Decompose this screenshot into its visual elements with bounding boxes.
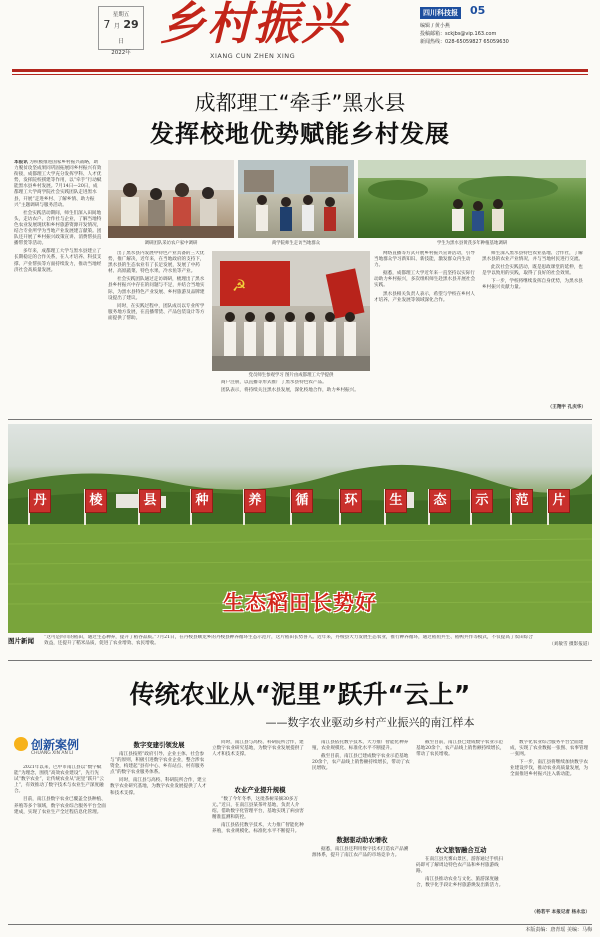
story2-col5 <box>416 740 506 930</box>
story1-col5-p2: 此次社会实践活动，既是思政课堂的延伸，也是学以致用的实践，取得了良好的社会效果。 <box>482 265 583 277</box>
editor-line: 编辑 / 黄小燕 <box>420 23 450 29</box>
story1-signature: （王翔宇 孔庆华） <box>547 405 586 410</box>
flag-char-2: 棱 <box>85 489 107 513</box>
sec1-p1: 南江县按照“政府引导、企业主体、社会参与”的原则，积极引进数字农业企业，整合涉农资金，构建起“县有中心、乡有站点、村有服务点”的数字农业服务体系。 <box>110 752 205 776</box>
section-divider-2 <box>8 660 592 661</box>
story2-col2 <box>110 740 208 930</box>
story1-col3-p1: 商户注册，以直播等形式推广了黑水县特色农产品。 <box>221 380 327 385</box>
photo-news-overlay: 生态稻田长势好 <box>223 591 377 615</box>
photo-walk <box>238 160 354 238</box>
footer-editor: 本版责编：唐青瑶 <box>525 927 566 933</box>
email-line: 投稿邮箱：sckjbs@vip.163.com <box>420 31 497 37</box>
photo-caption-4 <box>212 372 370 378</box>
masthead-rule-thin <box>12 74 588 75</box>
footer-credits <box>470 926 592 933</box>
story1-col2 <box>108 251 208 413</box>
story1-headline: 发挥校地优势赋能乡村发展 <box>150 120 450 148</box>
column-label: 创新案例 <box>31 738 80 752</box>
story1-col5-p1: 师生深入黑水县特色农业基地、合作社，了解黑水县的农业产业情况，并与当地村民进行交流。 <box>482 251 584 263</box>
section-pinyin: XIANG CUN ZHEN XING <box>210 52 296 60</box>
photo-field <box>358 160 586 238</box>
sec2-p2: 南江县依托数字技术，大力推广智能化种养殖，农业规模化、标准化水平不断提升。 <box>212 823 304 835</box>
section-title: 乡村振兴 <box>160 0 349 50</box>
footer-design: 美编：马梅 <box>566 927 592 933</box>
masthead-rule <box>12 69 588 72</box>
story2-col3 <box>212 740 308 930</box>
flag-char-11: 范 <box>511 489 533 513</box>
story2-col1 <box>14 765 106 925</box>
story1-para1: 为积极推进国家乡村振兴战略，助力脱贫攻坚成果同巩固拓展同乡村振兴有效衔接，成都理工大学充分发挥学科、人才优势，发挥院校援建等作用，以“牵手”行动赋能黑水县乡村发展。7月14日—20日，成都理工大学商学院社会实践团队走进黑水县，开展“走进乡村、了解乡情、助力振兴”主题调研与服务活动。 <box>14 160 102 208</box>
photo-news-caption: “这可是四川的稻田，通过生态种养，提升了稻谷品质。”7月21日，在丹棱县顺龙乡的丹棱县种养循环生态示范片，这片稻田长势喜人。近年来，丹棱县大力发展生态农业，推行种养循环，通过稻鱼共生、稻鸭共作等模式，不仅提高了农田综合效益，还提升了稻米品质，促进了农业增效、农民增收。 <box>44 635 533 647</box>
story1-col3 <box>212 380 370 414</box>
sec1-p2: 同时，南江县与高校、科研院所合作，建立数字农业研究基地，为数字农业发展提供了人才和技术支撑。 <box>110 778 207 796</box>
column-pinyin: CHUANG XIN AN LI <box>31 751 74 756</box>
hotline: 新闻热线：028-65059827 65059630 <box>420 39 509 45</box>
flag-char-5: 养 <box>244 489 266 513</box>
story2-col6-p2: 下一步，南江县将继续加快数字农业建设步伐，推动农业高质量发展，为全面推进乡村振兴注入新动能。 <box>510 760 589 778</box>
story1-para3: 多年来，成都理工大学与黑水县建立了长期稳定的合作关系，在人才培养、科技支撑、产业帮扶等方面持续发力，推动当地经济社会高质量发展。 <box>14 249 102 273</box>
story1-col1 <box>14 160 102 414</box>
story2-col6 <box>510 740 590 908</box>
sec1-p2-cont: 同时，南江县与高校、科研院所合作，建立数字农业研究基地，为数字农业发展提供了人才和技术支撑。 <box>212 740 304 758</box>
flag-char-9: 态 <box>429 489 451 513</box>
date-day: 29 <box>123 18 139 31</box>
sec2-title: 农业产业提升规模 <box>234 786 286 794</box>
svg-text:☭: ☭ <box>232 276 247 295</box>
flag-char-6: 循 <box>291 489 313 513</box>
weekday: 星期五 <box>112 12 130 18</box>
flag-char-12: 片 <box>548 489 570 513</box>
sec1-title: 数字变建引领发展 <box>133 741 185 749</box>
photo-caption-4-text: 党员师生参观学习 <box>248 373 284 378</box>
photo-news-label: 图片新闻 <box>8 637 34 645</box>
photo-news-credit: （刘敏雪 摄影报道） <box>549 642 592 647</box>
sec4-p1: 在南江县光雾山景区，游客通过手机扫码即可了解周边特色农产品和乡村旅游线路。 <box>416 857 504 875</box>
story1-col3-p2: 团队表示，将持续关注黑水县发展，深化校地合作，助力乡村振兴。 <box>221 388 359 394</box>
photo-field-figures <box>358 160 586 238</box>
lightbulb-icon <box>14 737 28 751</box>
flag-char-8: 生 <box>385 489 407 513</box>
section-divider-1 <box>8 419 592 420</box>
story1-col5-p3: 下一步，学校将继续发挥自身优势，为黑水县乡村振兴贡献力量。 <box>482 279 583 291</box>
sec3-title: 数据驱动助农增收 <box>336 836 388 844</box>
photo-caption-3: 学生为黑水县黄芪多年种植基地调研 <box>436 241 508 246</box>
flag-char-1: 丹 <box>29 489 51 513</box>
story1-byline: 本报讯 <box>14 160 28 165</box>
flag-char-10: 示 <box>471 489 493 513</box>
story1-col2-p3: 同时，在实践过程中，团队成员以专业所学服务地方发展，在直播带货、产品包装设计等方面提供了帮助。 <box>108 303 205 321</box>
date-box: 星期五 7 月 29 日 2022年 <box>98 6 144 50</box>
story2-col6-p1: 数字化农业综合服务平台全面建成，实现了农业数据一张图、农事管理一张网。 <box>510 740 589 758</box>
sec2-p1: “数了今年冬季，这批茶树采摘30多万元。”近日，在南江县某茶叶基地，负责人介绍。借助数字化管理平台，基地实现了病虫害精准监测和防控。 <box>212 797 304 821</box>
sec4-p2: 南江县推动农业与文化、旅游深度融合，数字化手段让乡村旅游焕发出新活力。 <box>416 877 504 889</box>
story1-col4-p2: 据悉，成都理工大学近年来一直坚持以实际行动助力乡村振兴，多次组织师生赴黑水县开展社会实践。 <box>374 271 476 289</box>
footer-rule <box>8 924 592 925</box>
sec3-p1: 截至目前，南江县已建成数字农业示范基地20余个，农产品线上销售额持续增长，带动了农民增收。 <box>416 740 505 758</box>
story2-headline: 传统农业从“泥里”跃升“云上” <box>129 680 471 709</box>
photo-caption-1: 调研团队采访农户家中调研 <box>144 241 198 246</box>
photo-party-flag <box>212 251 370 371</box>
date-day-suffix: 日 <box>117 38 124 45</box>
sec3-p2: 据悉，南江县还利用数字技术打造农产品溯源体系，提升了南江农产品的市场竞争力。 <box>312 847 409 859</box>
column-badge <box>14 736 100 760</box>
story1-col2-p1: 出了黑水县内发展中特色产业具备的三大优势，推广解决，近年来，在当地政府的支持下，黑水县的生态农业有了长足发展，发展了中药材、高原蔬菜、特色水果、冷水鱼等产业。 <box>108 251 205 275</box>
story2-intro-p2: 目前，南江县数字农业已覆盖全县种植、养殖等多个领域，数字农业综合服务平台全面建成，实现了农业生产全过程信息化管理。 <box>14 797 106 815</box>
sec4-title: 农文旅智融合互动 <box>435 846 487 854</box>
story2-col4 <box>312 740 412 930</box>
story2-intro-p1: 2021年以来，巴中市南江县以“数字赋能”为理念，围绕“高效农业建设”，先行先试“数字农业”，让传统农业从“泥里”跃升“云上”，有效推动了数字技术与农业生产深度融合。 <box>14 765 104 795</box>
flag-char-7: 环 <box>340 489 362 513</box>
story2-subhead: ——数字农业驱动乡村产业振兴的南江样本 <box>265 716 475 729</box>
flag-char-4: 种 <box>191 489 213 513</box>
story1-col5 <box>482 251 586 403</box>
page-number: 05 <box>470 4 486 17</box>
photo-flag-figures <box>212 251 370 371</box>
photo-interview <box>108 160 234 238</box>
photo-caption-4-credit: 图片由成都理工大学提供 <box>285 373 334 378</box>
paper-name: 四川科技报 <box>420 7 461 19</box>
story1-col4-p1: 网络直播等方式开展乡村振兴宣讲活动，引导当地群众学习新知识、新技能，激发群众内生动力。 <box>374 251 475 269</box>
story1-col2-p2: 社会实践团队通过走访调研，梳理出了黑水县乡村振兴中存在的问题与不足，并结合当地实际，为黑水县特色产业发展、乡村旅游及品牌建设提出了建议。 <box>108 277 205 301</box>
story1-col4 <box>374 251 478 413</box>
photo-walk-figures <box>238 160 354 238</box>
sec2-p2-cont: 南江县依托数字技术，大力推广智能化种养殖，农业规模化、标准化水平不断提升。 <box>312 740 409 752</box>
story2-signature: （杨若平 本报记者 杨永忠） <box>531 910 590 915</box>
masthead <box>0 0 600 80</box>
year: 2022年 <box>111 50 131 56</box>
photo-caption-2: 商学院师生走访当地群众 <box>271 241 321 246</box>
sec3-p1-lead: 截至目前，南江县已建成数字农业示范基地20余个，农产品线上销售额持续增长，带动了农民增收。 <box>312 754 410 772</box>
story1-para2: 社会实践活动期间，师生们深入田间地头，走访农户、合作社与企业，了解当地特色农业发展现状和乡村旅游资源开发情况，结合专业所学为当地产业发展建言献策。团队还开展了乡村振兴政策宣讲、消费帮扶直播带货等活动。 <box>14 210 102 247</box>
story1-kicker: 成都理工“牵手”黑水县 <box>194 91 406 115</box>
flag-char-3: 县 <box>139 489 161 513</box>
date-month: 7 <box>103 18 111 31</box>
photo-interview-figures <box>108 160 234 238</box>
story1-col4-p3: 黑水县相关负责人表示，希望与学校在乡村人才培养、产业发展等领域深化合作。 <box>374 291 475 303</box>
